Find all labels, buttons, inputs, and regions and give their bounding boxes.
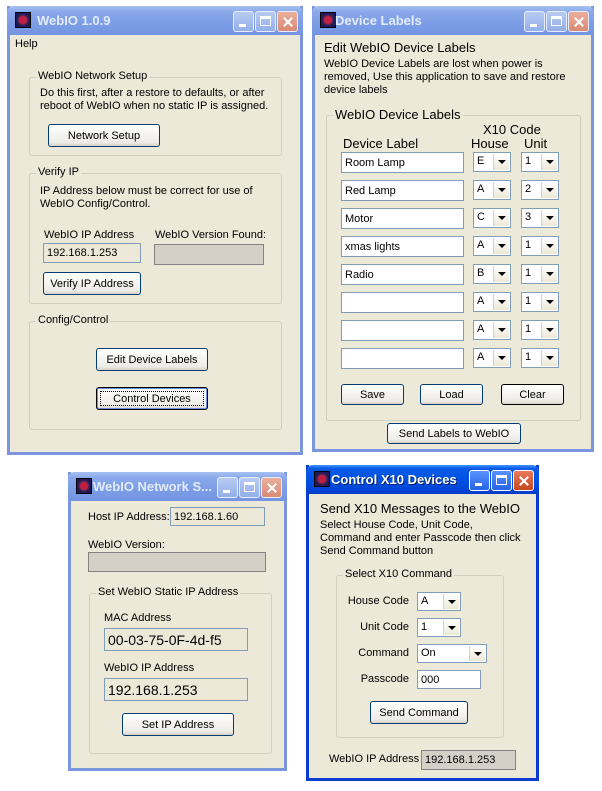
device-label-input[interactable] [341,292,464,313]
close-icon[interactable] [261,477,282,498]
host-ip-field[interactable] [170,507,265,526]
chevron-down-icon[interactable] [541,322,557,338]
group-label: Config/Control [38,314,109,326]
group-label: Verify IP [38,166,79,178]
chevron-down-icon[interactable] [493,210,509,226]
group-label: Select X10 Command [345,568,452,580]
ip-label: WebIO IP Address [329,753,420,765]
chevron-down-icon[interactable] [541,350,557,366]
unit-code-select[interactable] [521,264,559,284]
window-title: Device Labels [335,13,422,28]
command-select[interactable] [417,644,487,663]
chevron-down-icon[interactable] [443,594,459,609]
unit-code-value: 2 [525,183,532,195]
unit-code-value: 1 [525,323,532,335]
verify-ip-button[interactable]: Verify IP Address [43,272,141,295]
col-unit: Unit [524,136,548,151]
house-code-value: A [477,323,485,335]
ip-input[interactable] [43,243,141,263]
house-code-value: A [477,239,485,251]
maximize-icon[interactable] [491,470,512,491]
clear-button[interactable]: Clear [501,384,564,405]
app-icon [15,12,31,28]
minimize-icon[interactable] [524,11,545,32]
house-code-select[interactable] [473,348,511,368]
device-label-input[interactable] [341,180,464,201]
minimize-icon[interactable] [217,477,238,498]
edit-device-labels-button[interactable]: Edit Device Labels [96,348,208,371]
unit-code-select[interactable] [521,292,559,312]
passcode-label: Passcode [360,673,409,685]
group-label: WebIO Network Setup [38,70,148,82]
chevron-down-icon[interactable] [493,154,509,170]
control-x10-window [306,465,539,781]
device-labels-window [312,6,594,452]
house-code-value: A [421,595,429,607]
house-code-value: A [477,183,485,195]
chevron-down-icon[interactable] [493,238,509,254]
verify-ip-group [29,166,282,304]
chevron-down-icon[interactable] [493,322,509,338]
window-title: WebIO 1.0.9 [37,13,111,28]
device-label-input[interactable] [341,320,464,341]
heading: Send X10 Messages to the WebIO [320,501,520,516]
col-device-label: Device Label [343,136,419,151]
window-title: WebIO Network S... [93,479,212,494]
unit-code-value: 1 [421,621,428,633]
unit-code-select[interactable] [521,320,559,340]
unit-code-select[interactable] [521,208,559,228]
webio-main-window [7,6,303,455]
house-code-select[interactable] [473,152,511,172]
house-code-value: E [477,155,485,167]
host-ip-label: Host IP Address: [88,511,170,523]
house-code-select[interactable] [473,292,511,312]
col-house: House [471,136,509,151]
passcode-input[interactable] [417,670,481,689]
unit-code-value: 1 [525,295,532,307]
unit-code-value: 1 [525,267,532,279]
title-bar[interactable] [312,6,594,35]
group-label: Set WebIO Static IP Address [98,586,239,598]
network-setup-text: Do this first, after a restore to defaults, or after reboot of WebIO when no static IP is assigned. [40,87,269,112]
network-setup-window [68,472,287,771]
menu-help[interactable]: Help [15,38,38,50]
title-bar[interactable] [7,6,303,35]
house-code-select[interactable] [417,592,461,611]
group-label: WebIO Device Labels [335,107,461,122]
chevron-down-icon[interactable] [541,266,557,282]
house-code-value: C [477,211,485,223]
save-button[interactable]: Save [341,384,404,405]
chevron-down-icon[interactable] [443,620,459,635]
maximize-icon[interactable] [546,11,567,32]
description: Select House Code, Unit Code, Command and enter Passcode then click Send Command button [320,519,521,557]
control-devices-label: Control Devices [113,392,191,405]
col-x10-code: X10 Code [483,122,541,137]
command-label: Command [358,647,409,659]
unit-code-select[interactable] [521,152,559,172]
chevron-down-icon[interactable] [541,210,557,226]
ip-field[interactable] [104,678,248,701]
unit-code-select[interactable] [417,618,461,637]
chevron-down-icon[interactable] [493,294,509,310]
network-setup-button[interactable]: Network Setup [48,124,160,147]
send-command-button[interactable]: Send Command [370,701,468,724]
unit-code-select[interactable] [521,180,559,200]
minimize-icon[interactable] [233,11,254,32]
chevron-down-icon[interactable] [469,646,485,661]
chevron-down-icon[interactable] [541,182,557,198]
heading: Edit WebIO Device Labels [324,40,476,55]
ip-field[interactable] [421,750,516,770]
close-icon[interactable] [513,470,534,491]
unit-code-value: 1 [525,239,532,251]
mac-label: MAC Address [104,612,172,624]
control-devices-button[interactable] [96,387,208,410]
ip-label: WebIO IP Address [44,229,135,241]
device-labels-group [326,107,581,421]
chevron-down-icon[interactable] [541,154,557,170]
device-label-input[interactable] [341,264,464,285]
minimize-icon[interactable] [469,470,490,491]
app-icon [76,478,92,494]
close-icon[interactable] [277,11,298,32]
unit-code-label: Unit Code [360,621,409,633]
network-setup-group [29,70,282,156]
close-icon[interactable] [568,11,589,32]
verify-ip-text: IP Address below must be correct for use of WebIO Config/Control. [40,185,253,210]
command-value: On [421,647,436,659]
send-labels-button[interactable]: Send Labels to WebIO [387,423,521,444]
house-code-select[interactable] [473,320,511,340]
house-code-value: A [477,351,485,363]
app-icon [320,12,336,28]
chevron-down-icon[interactable] [493,266,509,282]
house-code-select[interactable] [473,180,511,200]
house-code-value: A [477,295,485,307]
description: WebIO Device Labels are lost when power is removed, Use this application to save and restore device labels [324,58,566,96]
house-code-label: House Code [347,595,409,607]
device-label-input[interactable] [341,348,464,369]
house-code-select[interactable] [473,208,511,228]
static-ip-group [89,586,272,754]
window-title: Control X10 Devices [331,472,457,487]
mac-field[interactable] [104,628,248,651]
unit-code-select[interactable] [521,348,559,368]
ip-label: WebIO IP Address [104,662,195,674]
title-bar[interactable] [68,472,287,501]
house-code-select[interactable] [473,236,511,256]
load-button[interactable]: Load [420,384,483,405]
house-code-select[interactable] [473,264,511,284]
device-label-input[interactable] [341,236,464,257]
version-field [88,552,266,572]
device-label-input[interactable] [341,152,464,173]
maximize-icon[interactable] [255,11,276,32]
version-label: WebIO Version Found: [155,229,267,241]
unit-code-value: 3 [525,211,532,223]
x10-command-group [336,568,504,738]
config-control-group [29,314,282,430]
house-code-value: B [477,267,485,279]
device-label-input[interactable] [341,208,464,229]
unit-code-value: 1 [525,351,532,363]
chevron-down-icon[interactable] [493,182,509,198]
unit-code-select[interactable] [521,236,559,256]
unit-code-value: 1 [525,155,532,167]
chevron-down-icon[interactable] [541,294,557,310]
app-icon [314,471,330,487]
version-field [154,244,264,265]
chevron-down-icon[interactable] [541,238,557,254]
set-ip-button[interactable]: Set IP Address [122,713,234,736]
chevron-down-icon[interactable] [493,350,509,366]
version-label: WebIO Version: [88,539,165,551]
title-bar[interactable] [306,465,539,494]
maximize-icon[interactable] [239,477,260,498]
